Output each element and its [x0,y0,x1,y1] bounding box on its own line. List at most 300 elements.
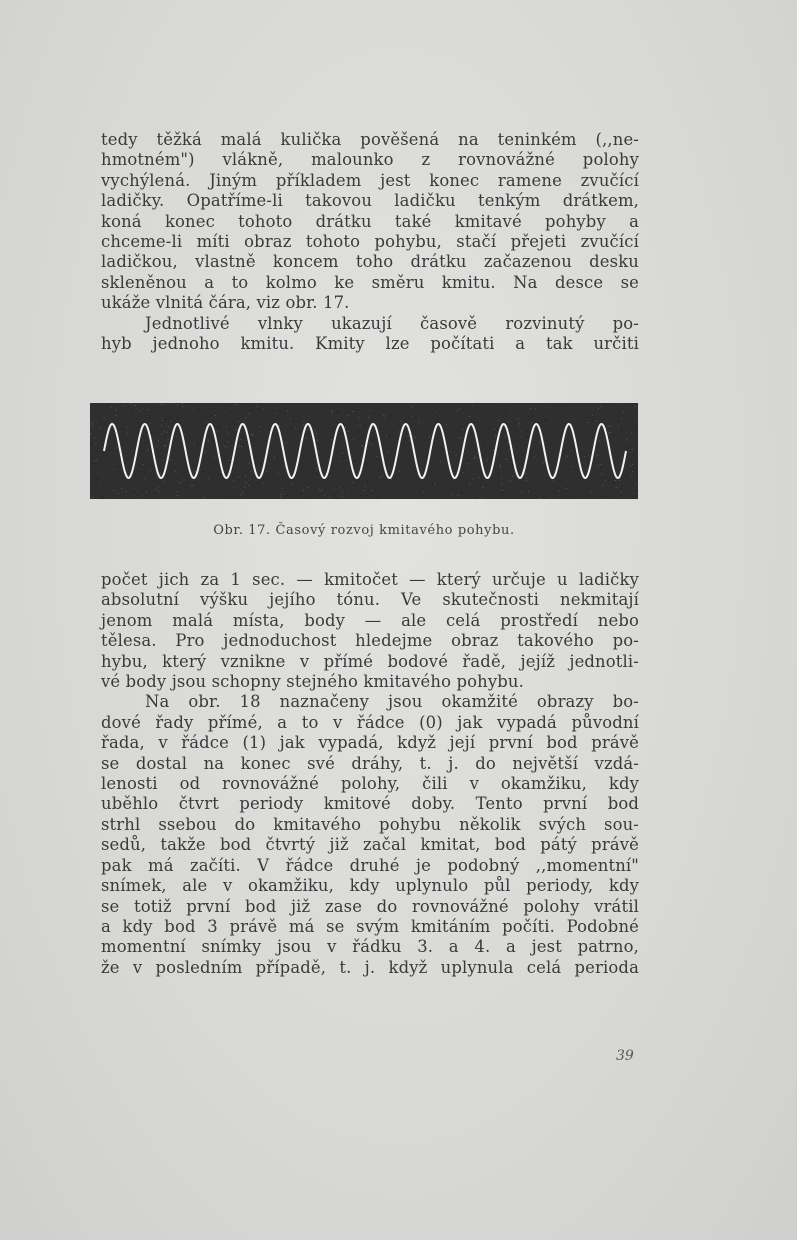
plate-speckle [631,432,632,433]
plate-speckle [165,445,166,446]
plate-speckle [137,419,138,420]
plate-speckle [329,459,330,460]
plate-speckle [167,432,168,433]
plate-speckle [592,422,593,423]
plate-speckle [621,436,622,437]
plate-speckle [358,409,359,410]
plate-speckle [192,485,193,486]
plate-speckle [414,436,415,437]
plate-speckle [149,418,150,419]
plate-speckle [348,494,349,495]
plate-speckle [418,422,419,423]
plate-speckle [599,440,600,441]
plate-speckle [94,461,95,462]
plate-speckle [605,481,606,482]
plate-speckle [301,469,302,470]
plate-speckle [631,475,632,476]
plate-speckle [178,417,179,418]
plate-speckle [342,453,343,454]
text-line: ladičkou, vlastně koncem toho drátku začazenou desku [101,252,639,272]
plate-speckle [550,484,551,485]
plate-speckle [500,449,501,450]
plate-speckle [166,419,167,420]
plate-speckle [567,487,568,488]
plate-speckle [587,454,588,455]
plate-speckle [435,408,436,409]
plate-speckle [331,410,332,411]
plate-speckle [127,433,128,434]
plate-speckle [165,419,166,420]
plate-speckle [90,450,91,451]
plate-speckle [516,407,517,408]
plate-speckle [497,428,498,429]
plate-speckle [92,463,93,464]
plate-speckle [530,451,531,452]
plate-speckle [150,470,151,471]
plate-speckle [171,421,172,422]
plate-speckle [308,429,309,430]
plate-speckle [495,435,496,436]
plate-speckle [163,404,164,405]
plate-speckle [307,487,308,488]
plate-speckle [382,476,383,477]
text-line: ladičky. Opatříme-li takovou ladičku tenkým drátkem, [101,191,639,211]
plate-speckle [616,446,617,447]
plate-speckle [239,446,240,447]
plate-speckle [144,478,145,479]
plate-speckle [163,489,164,490]
plate-speckle [117,493,118,494]
plate-speckle [242,493,243,494]
plate-speckle [282,488,283,489]
text-line: sedů, takže bod čtvrtý již začal kmitat, bod pátý právě [101,835,639,855]
plate-speckle [528,416,529,417]
plate-speckle [543,463,544,464]
plate-speckle [237,404,238,405]
plate-speckle [169,417,170,418]
text-line: koná konec tohoto drátku také kmitavé pohyby a [101,211,639,231]
plate-speckle [609,432,610,433]
plate-speckle [516,491,517,492]
plate-speckle [628,447,629,448]
plate-speckle [494,450,495,451]
plate-speckle [238,421,239,422]
plate-speckle [358,431,359,432]
plate-speckle [155,427,156,428]
bottom-paragraphs [101,570,639,978]
plate-speckle [347,494,348,495]
plate-speckle [113,469,114,470]
plate-speckle [321,490,322,491]
plate-speckle [95,476,96,477]
plate-speckle [506,459,507,460]
plate-speckle [551,495,552,496]
plate-speckle [91,443,92,444]
plate-speckle [142,473,143,474]
plate-speckle [510,481,511,482]
plate-speckle [587,469,588,470]
plate-speckle [545,419,546,420]
plate-speckle [219,427,220,428]
plate-speckle [474,477,475,478]
plate-speckle [390,435,391,436]
plate-speckle [519,425,520,426]
plate-speckle [572,444,573,445]
plate-speckle [371,490,372,491]
plate-speckle [169,426,170,427]
plate-speckle [150,449,151,450]
plate-speckle [594,412,595,413]
plate-speckle [543,470,544,471]
plate-speckle [233,481,234,482]
plate-speckle [329,497,330,498]
plate-speckle [281,494,282,495]
plate-speckle [113,490,114,491]
plate-speckle [96,459,97,460]
plate-speckle [379,433,380,434]
plate-speckle [205,451,206,452]
plate-speckle [527,431,528,432]
plate-speckle [427,411,428,412]
plate-speckle [97,488,98,489]
plate-speckle [271,406,272,407]
plate-speckle [474,422,475,423]
plate-speckle [583,413,584,414]
plate-speckle [177,461,178,462]
plate-speckle [633,466,634,467]
text-line: strhl ssebou do kmitavého pohybu několik svých sou- [101,814,639,834]
plate-speckle [303,404,304,405]
plate-speckle [189,484,190,485]
plate-speckle [115,409,116,410]
plate-speckle [450,410,451,411]
plate-speckle [477,497,478,498]
plate-speckle [134,492,135,493]
plate-speckle [526,480,527,481]
plate-speckle [518,470,519,471]
plate-speckle [358,417,359,418]
text-line: chceme-li míti obraz tohoto pohybu, stačí přejeti zvučící [101,232,639,252]
plate-speckle [282,453,283,454]
plate-speckle [225,443,226,444]
plate-speckle [530,408,531,409]
plate-speckle [501,483,502,484]
plate-speckle [158,414,159,415]
plate-speckle [167,475,168,476]
plate-speckle [366,462,367,463]
plate-speckle [352,411,353,412]
plate-speckle [224,415,225,416]
plate-speckle [152,435,153,436]
plate-speckle [177,405,178,406]
plate-speckle [617,462,618,463]
plate-speckle [353,439,354,440]
plate-speckle [311,482,312,483]
plate-speckle [632,449,633,450]
plate-speckle [523,462,524,463]
plate-speckle [181,445,182,446]
plate-speckle [398,431,399,432]
plate-speckle [391,488,392,489]
plate-speckle [359,457,360,458]
plate-speckle [365,486,366,487]
plate-speckle [308,478,309,479]
plate-speckle [508,479,509,480]
plate-speckle [442,413,443,414]
text-line: ukáže vlnitá čára, viz obr. 17. [101,293,350,313]
plate-speckle [367,480,368,481]
plate-speckle [476,457,477,458]
plate-speckle [479,467,480,468]
plate-speckle [592,414,593,415]
plate-speckle [121,488,122,489]
plate-speckle [246,403,247,404]
plate-speckle [450,452,451,453]
plate-speckle [590,492,591,493]
plate-speckle [342,492,343,493]
plate-speckle [603,496,604,497]
text-line: hmotném") vlákně, malounko z rovnovážné polohy [101,150,639,170]
plate-speckle [402,491,403,492]
plate-speckle [116,415,117,416]
plate-speckle [507,423,508,424]
plate-speckle [459,409,460,410]
plate-speckle [353,479,354,480]
plate-speckle [187,410,188,411]
wave-trace-image [90,403,638,499]
plate-speckle [164,436,165,437]
plate-speckle [458,437,459,438]
plate-speckle [110,464,111,465]
plate-speckle [336,498,337,499]
plate-speckle [194,433,195,434]
plate-speckle [318,473,319,474]
plate-speckle [252,423,253,424]
plate-speckle [188,403,189,404]
plate-speckle [458,430,459,431]
plate-speckle [368,483,369,484]
plate-speckle [452,450,453,451]
plate-speckle [511,460,512,461]
plate-speckle [337,440,338,441]
plate-speckle [143,464,144,465]
plate-speckle [287,495,288,496]
plate-speckle [547,420,548,421]
plate-speckle [454,451,455,452]
plate-speckle [432,483,433,484]
text-line: vé body jsou schopny stejného kmitavého pohybu. [101,672,524,692]
plate-speckle [105,423,106,424]
plate-speckle [345,418,346,419]
plate-speckle [424,487,425,488]
plate-speckle [575,448,576,449]
plate-speckle [411,407,412,408]
plate-speckle [259,409,260,410]
plate-speckle [512,476,513,477]
plate-speckle [458,495,459,496]
plate-speckle [587,461,588,462]
text-line: hyb jednoho kmitu. Kmity lze počítati a tak určiti [101,334,639,354]
plate-speckle [402,424,403,425]
text-line: dové řady přímé, a to v řádce (0) jak vypadá původní [101,712,639,732]
plate-speckle [597,466,598,467]
plate-speckle [127,426,128,427]
wave-figure [90,403,638,499]
text-line: momentní snímky jsou v řádku 3. a 4. a jest patrno, [101,937,639,957]
plate-speckle [298,481,299,482]
plate-speckle [126,491,127,492]
plate-speckle [182,403,183,404]
plate-speckle [603,485,604,486]
plate-speckle [249,413,250,414]
plate-speckle [419,403,420,404]
plate-speckle [106,444,107,445]
plate-speckle [133,487,134,488]
plate-speckle [439,466,440,467]
plate-speckle [616,487,617,488]
plate-speckle [472,444,473,445]
plate-speckle [175,471,176,472]
plate-speckle [463,472,464,473]
plate-speckle [157,477,158,478]
plate-speckle [399,471,400,472]
plate-speckle [472,478,473,479]
plate-speckle [585,417,586,418]
plate-speckle [446,424,447,425]
plate-speckle [186,468,187,469]
plate-speckle [369,498,370,499]
plate-speckle [487,460,488,461]
plate-speckle [409,440,410,441]
plate-speckle [624,420,625,421]
plate-speckle [471,406,472,407]
plate-speckle [608,480,609,481]
plate-speckle [542,498,543,499]
plate-speckle [521,491,522,492]
plate-speckle [113,493,114,494]
plate-speckle [489,413,490,414]
text-line: tělesa. Pro jednoduchost hledejme obraz takového po- [101,631,639,651]
plate-speckle [601,406,602,407]
plate-speckle [504,405,505,406]
plate-speckle [224,446,225,447]
plate-speckle [376,456,377,457]
plate-speckle [189,411,190,412]
plate-speckle [306,438,307,439]
plate-speckle [514,478,515,479]
plate-speckle [162,418,163,419]
plate-speckle [363,490,364,491]
plate-speckle [600,464,601,465]
plate-speckle [456,472,457,473]
plate-speckle [462,429,463,430]
plate-speckle [379,477,380,478]
plate-speckle [500,466,501,467]
plate-speckle [245,476,246,477]
plate-speckle [457,410,458,411]
plate-speckle [587,480,588,481]
plate-speckle [186,487,187,488]
plate-speckle [168,439,169,440]
plate-speckle [424,440,425,441]
plate-speckle [422,488,423,489]
plate-speckle [303,421,304,422]
plate-speckle [250,471,251,472]
plate-speckle [566,488,567,489]
plate-speckle [574,452,575,453]
plate-speckle [388,451,389,452]
plate-speckle [207,439,208,440]
plate-speckle [369,465,370,466]
plate-speckle [380,429,381,430]
plate-speckle [245,417,246,418]
plate-speckle [616,452,617,453]
plate-speckle [105,421,106,422]
plate-speckle [347,415,348,416]
plate-speckle [362,446,363,447]
plate-speckle [337,405,338,406]
plate-speckle [611,403,612,404]
plate-speckle [240,494,241,495]
plate-speckle [316,468,317,469]
plate-speckle [619,480,620,481]
plate-speckle [521,436,522,437]
plate-speckle [105,462,106,463]
text-line: lenosti od rovnovážné polohy, čili v okamžiku, kdy [101,774,639,794]
plate-speckle [420,443,421,444]
plate-speckle [252,434,253,435]
plate-speckle [106,455,107,456]
plate-speckle [548,408,549,409]
plate-speckle [260,462,261,463]
plate-speckle [140,446,141,447]
plate-speckle [272,442,273,443]
plate-speckle [502,490,503,491]
plate-speckle [448,427,449,428]
plate-speckle [531,416,532,417]
plate-speckle [125,406,126,407]
plate-speckle [480,409,481,410]
plate-speckle [504,412,505,413]
plate-speckle [318,451,319,452]
plate-speckle [401,405,402,406]
text-line: se totiž první bod již zase do rovnovážné polohy vrátil [101,896,639,916]
plate-speckle [214,457,215,458]
plate-speckle [534,457,535,458]
plate-speckle [276,413,277,414]
text-line: a kdy bod 3 právě má se svým kmitáním počíti. Podobné [101,916,639,936]
plate-speckle [519,423,520,424]
plate-speckle [141,451,142,452]
plate-speckle [340,461,341,462]
plate-speckle [637,424,638,425]
plate-speckle [622,474,623,475]
plate-speckle [227,417,228,418]
plate-speckle [532,477,533,478]
plate-speckle [211,414,212,415]
plate-speckle [602,474,603,475]
plate-speckle [429,407,430,408]
plate-speckle [544,460,545,461]
plate-speckle [388,468,389,469]
plate-speckle [203,471,204,472]
text-line: pak má začíti. V řádce druhé je podobný ,,momentní" [101,855,639,875]
plate-speckle [319,489,320,490]
plate-speckle [131,404,132,405]
plate-speckle [92,497,93,498]
plate-speckle [344,418,345,419]
plate-speckle [148,409,149,410]
